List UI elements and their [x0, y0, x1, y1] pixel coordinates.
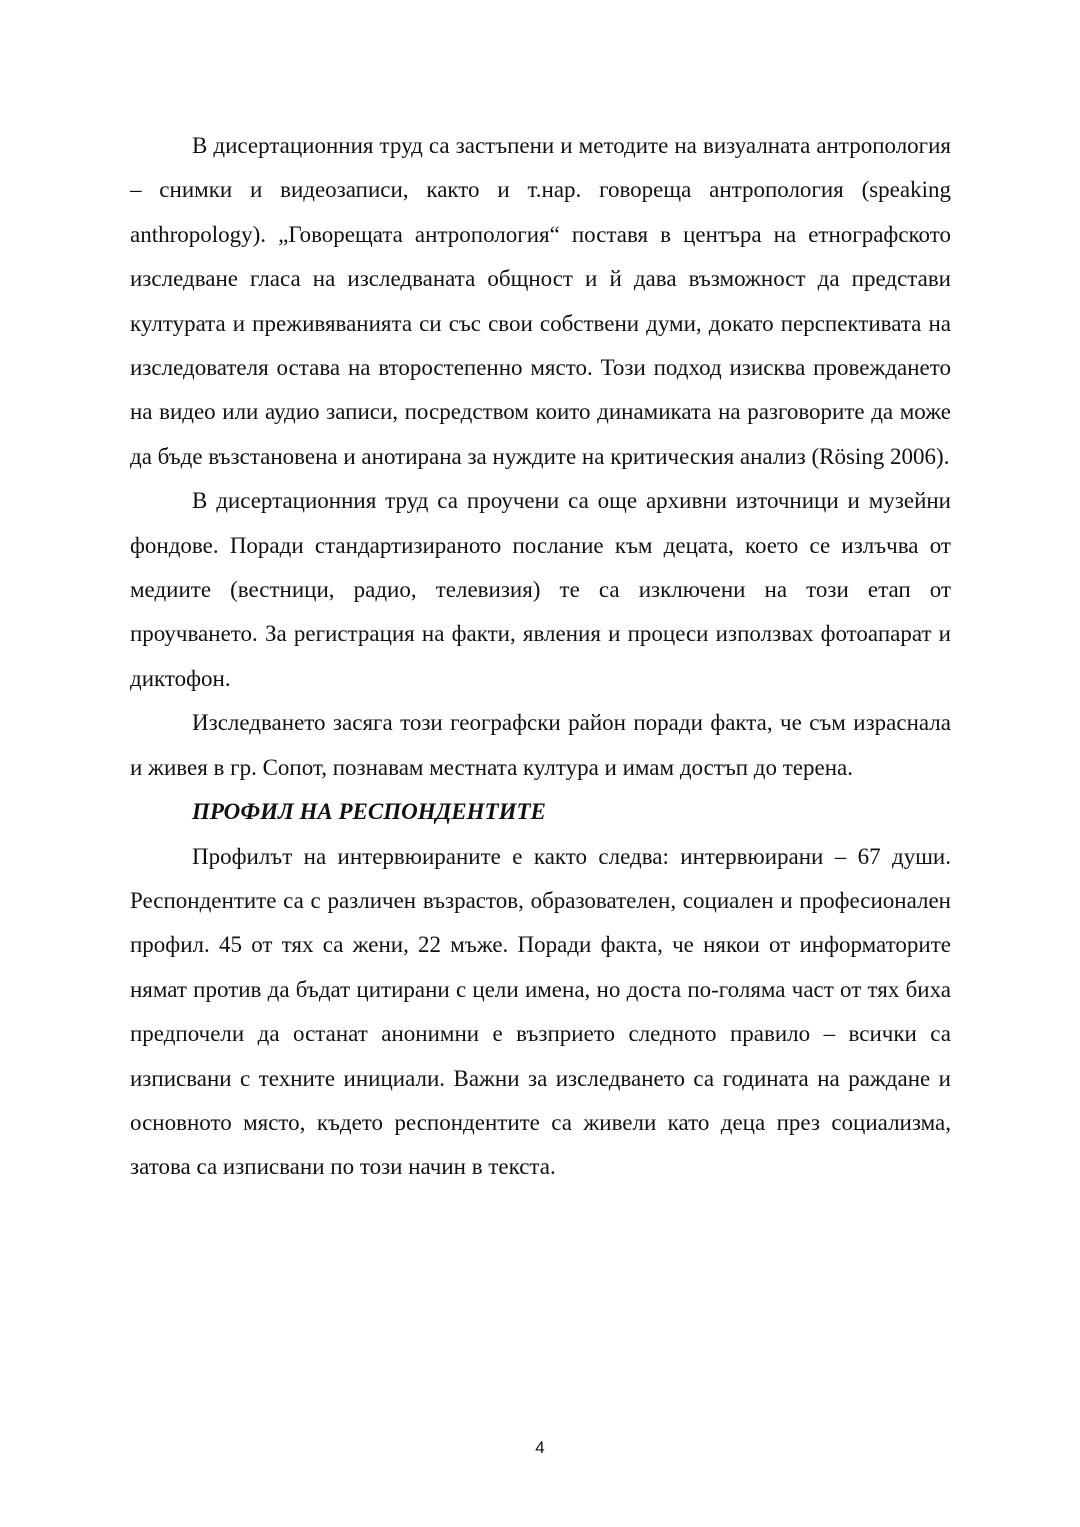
- page-body: [130, 124, 951, 1190]
- paragraph-visual-anthropology: В дисертационния труд са застъпени и методите на визуалната антропология – снимки и видеозаписи, както и т.нар. говореща антропология (speaking anthropology). „Говорещата антропология“ поставя в центъра на етнографското изследване гласа на изследваната общност и й дава възможност да представи културата и преживяванията си със свои собствени думи, докато перспективата на изследователя остава на второстепенно място. Този подход изисква провеждането на видео или аудио записи, посредством които динамиката на разговорите да може да бъде възстановена и анотирана за нуждите на критическия анализ (Rösing 2006).: [130, 133, 951, 469]
- section-heading: ПРОФИЛ НА РЕСПОНДЕНТИТЕ: [192, 799, 546, 825]
- paragraph-research-region: Изследването засяга този географски район поради факта, че съм израснала и живея в гр. Сопот, познавам местната култура и имам достъп до терена.: [130, 710, 951, 780]
- page-number: 4: [535, 1438, 545, 1457]
- paragraph-respondent-profile: Профилът на интервюираните е както следва: интервюирани – 67 души. Респондентите са с различен възрастов, образователен, социален и професионален профил. 45 от тях са жени, 22 мъже. Поради факта, че някои от информаторите нямат против да бъдат цитирани с цели имена, но доста по-голяма част от тях биха предпочели да останат анонимни е възприето следното правило – всички са изписвани с техните инициали. Важни за изследването са годината на раждане и основното място, където респондентите са живели като деца през социализма, затова са изписвани по този начин в текста.: [130, 843, 951, 1180]
- paragraph-archival-sources: В дисертационния труд са проучени са още архивни източници и музейни фондове. Поради стандартизираното послание към децата, което се излъчва от медиите (вестници, радио, телевизия) те са изключени на този етап от проучването. За регистрация на факти, явления и процеси използвах фотоапарат и диктофон.: [130, 488, 951, 691]
